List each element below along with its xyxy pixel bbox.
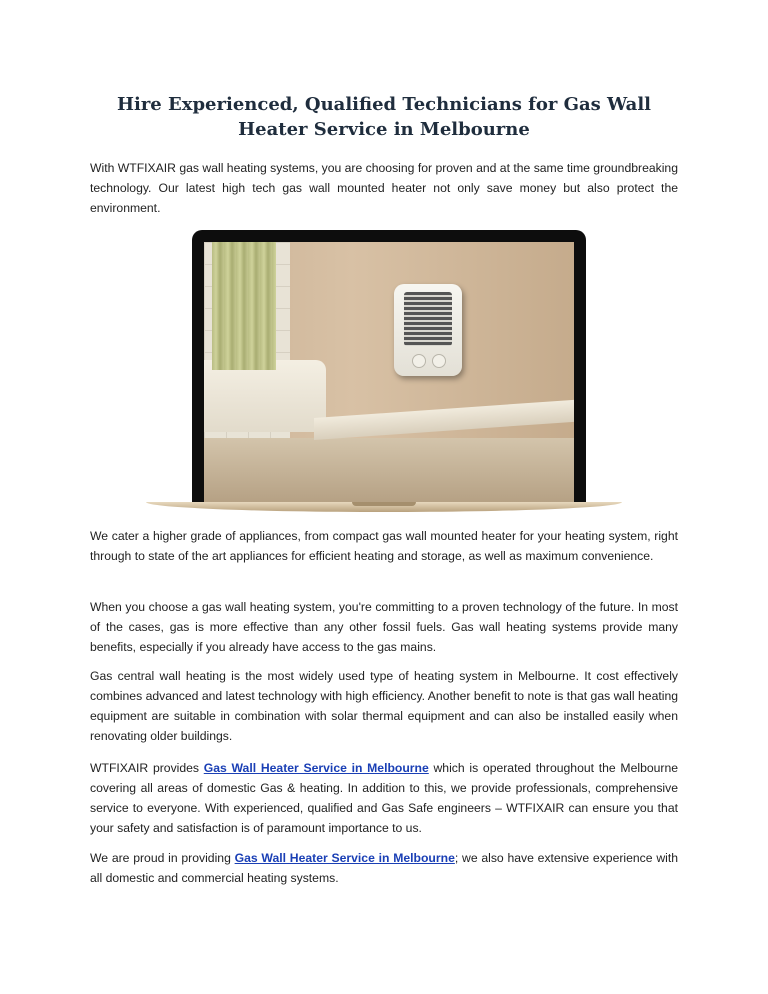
heater-photo bbox=[204, 242, 574, 506]
paragraph-choose-gas: When you choose a gas wall heating system, you're committing to a proven technology of the future. In most of the cases, gas is more effective than any other fossil fuels. Gas wall heating systems provide many benefits, especially if you already have access to the gas mains. bbox=[90, 600, 678, 654]
paragraph-proud bbox=[90, 848, 678, 888]
wall-heater-icon bbox=[394, 284, 462, 376]
paragraph-appliances: We cater a higher grade of appliances, from compact gas wall mounted heater for your heating system, right through to state of the art appliances for efficient heating and storage, as well as maximum convenience. bbox=[90, 529, 678, 563]
heater-grille bbox=[404, 292, 452, 346]
p4-text-after: which is operated throughout the Melbourne covering all areas of domestic Gas & heating. In addition to this, we provide professionals, comprehensive service to everyone. With experienced, qualified and Gas Safe engineers – WTFIXAIR can ensure you that your safety and satisfaction is of paramount importance to us. bbox=[90, 761, 679, 835]
p5-text-before: We are proud in providing bbox=[90, 851, 235, 865]
p5-text-after: ; we also have extensive experience with all domestic and commercial heating systems. bbox=[90, 851, 678, 885]
paragraph-wtfixair-provides bbox=[90, 758, 678, 838]
p4-text-before: WTFIXAIR provides bbox=[90, 761, 204, 775]
bathtub bbox=[204, 360, 326, 432]
laptop-base-notch bbox=[352, 502, 416, 506]
service-link-1[interactable]: Gas Wall Heater Service in Melbourne bbox=[203, 761, 429, 775]
page-title: Hire Experienced, Qualified Technicians for Gas Wall Heater Service in Melbourne bbox=[116, 94, 652, 140]
service-link-2[interactable]: Gas Wall Heater Service in Melbourne bbox=[234, 851, 455, 865]
heater-knob-left bbox=[412, 354, 426, 368]
heater-knob-right bbox=[432, 354, 446, 368]
floor bbox=[204, 438, 574, 506]
shower-curtain bbox=[212, 242, 276, 370]
paragraph-central-heating: Gas central wall heating is the most widely used type of heating system in Melbourne. It cost effectively combines advanced and latest technology with high efficiency. Another benefit to note is that gas wall heating equipment are suitable in combination with solar thermal equipment and can also be installed easily when renovating older buildings. bbox=[90, 669, 678, 743]
intro-paragraph: With WTFIXAIR gas wall heating systems, you are choosing for proven and at the same time groundbreaking technology. Our latest high tech gas wall mounted heater not only save money but also protect the environment. bbox=[90, 161, 678, 215]
laptop-illustration bbox=[146, 226, 622, 512]
